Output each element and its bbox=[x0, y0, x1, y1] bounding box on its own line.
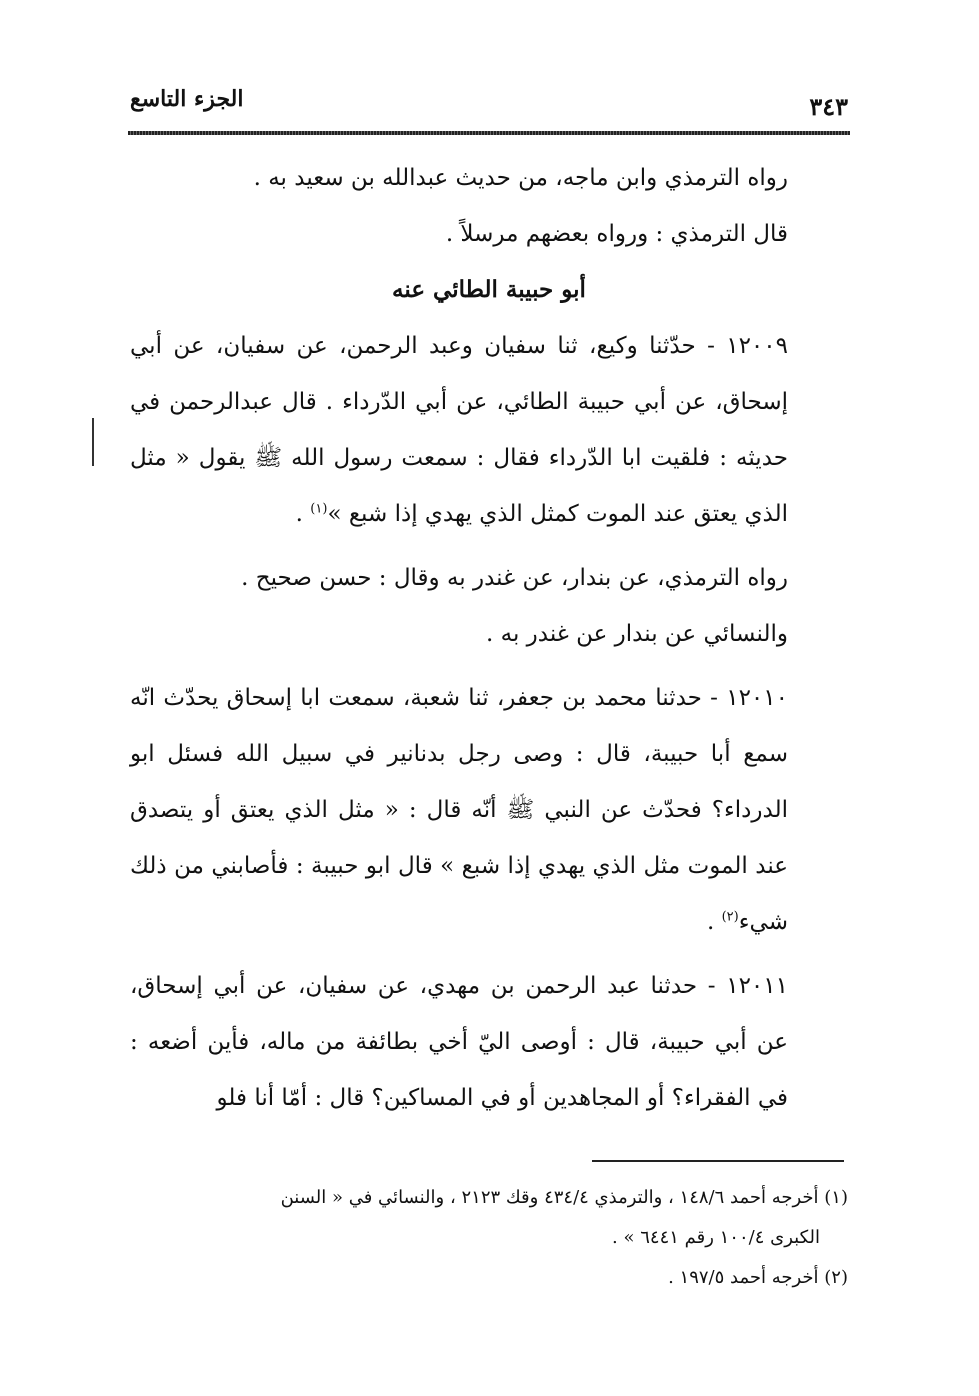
footnote-1-line-1: (١) أخرجه أحمد ١٤٨/٦ ، والترمذي ٤٣٤/٤ وقك ٢١٢٣ ، والنسائي في « السنن bbox=[280, 1187, 848, 1208]
hadith-12010-end: . bbox=[706, 909, 715, 935]
margin-mark bbox=[92, 418, 94, 466]
page-header bbox=[130, 80, 848, 130]
paragraph-tirmidhi-bundar: رواه الترمذي، عن بندار، عن غندر به وقال : حسن صحيح . bbox=[241, 565, 788, 591]
paragraph-tirmidhi-mursal: قال الترمذي : ورواه بعضهم مرسلاً . bbox=[445, 221, 788, 247]
hadith-12009 bbox=[130, 318, 848, 542]
hadith-12009-text: ١٢٠٠٩ - حدّثنا وكيع، ثنا سفيان وعبد الرحمن، عن سفيان، عن أبي إسحاق، عن أبي حبيبة الطائي، عن أبي الدّرداء . قال عبدالرحمن في حديثه : فلقيت ابا الدّرداء فقال : سمعت رسول الله ﷺ يقول « مثل الذي يعتق عند الموت كمثل الذي يهدي إذا شبع » bbox=[130, 333, 788, 527]
hadith-12010 bbox=[130, 670, 848, 950]
page-number: ٣٤٣ bbox=[809, 92, 848, 121]
footnote-rule bbox=[592, 1160, 844, 1162]
paragraph-nasai: والنسائي عن بندار عن غندر به . bbox=[486, 621, 788, 647]
volume-title: الجزء التاسع bbox=[130, 86, 244, 112]
main-text bbox=[130, 150, 848, 1126]
hadith-12010-text: ١٢٠١٠ - حدثنا محمد بن جعفر، ثنا شعبة، سمعت ابا إسحاق يحدّث انّه سمع أبا حبيبة، قال : وصى رجل بدنانير في سبيل الله فسئل ابو الدرداء؟ فحدّث عن النبي ﷺ أنّه قال : « مثل الذي يعتق أو يتصدق عند الموت مثل الذي يهدي إذا شبع » قال ابو حبيبة : فأصابني من ذلك شيء bbox=[130, 685, 788, 935]
footnote-ref-2: (٢) bbox=[721, 909, 739, 925]
footnotes bbox=[130, 1178, 848, 1298]
header-rule bbox=[128, 131, 850, 135]
paragraph-ibn-majah: رواه الترمذي وابن ماجه، من حديث عبدالله بن سعيد به . bbox=[253, 165, 788, 191]
footnote-ref-1: (١) bbox=[310, 501, 328, 517]
hadith-12009-end: . bbox=[295, 501, 303, 527]
footnote-1-line-2: الكبرى ١٠٠/٤ رقم ٦٤٤١ » . bbox=[612, 1227, 820, 1248]
hadith-12011: ١٢٠١١ - حدثنا عبد الرحمن بن مهدي، عن سفيان، عن أبي إسحاق، عن أبي حبيبة، قال : أوصى اليّ أخي بطائفة من ماله، فأين أضعه : في الفقراء؟ أو المجاهدين أو في المساكين؟ قال : أمّا أنا فلو bbox=[130, 973, 788, 1111]
section-title: أبو حبيبة الطائي عنه bbox=[392, 276, 586, 303]
footnote-2: (٢) أخرجه أحمد ١٩٧/٥ . bbox=[668, 1267, 848, 1288]
